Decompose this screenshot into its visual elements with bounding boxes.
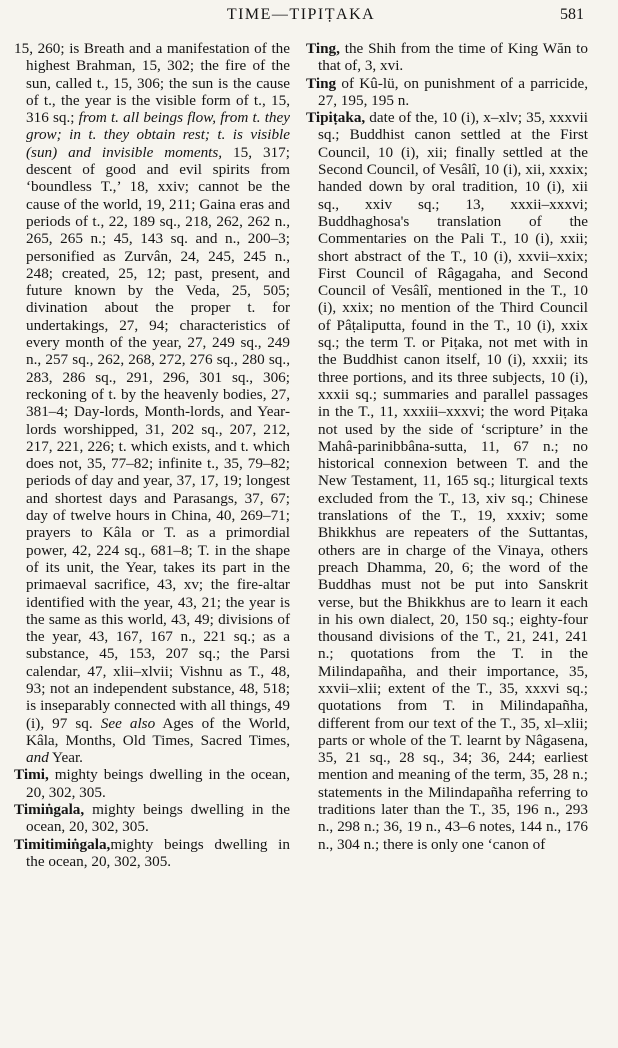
running-head [18, 6, 584, 30]
entry-text: of Kû-lü, on punishment of a parricide, 27, 195, 195 n. [318, 74, 588, 109]
entry-timi [14, 766, 290, 801]
and-label: and [26, 749, 49, 767]
headword: Tipiṭaka, [306, 109, 366, 127]
page-number: 581 [560, 6, 584, 23]
entry-ting-kulu [306, 74, 588, 110]
entry-ting-shih [306, 40, 588, 75]
entry-text: Year. [48, 749, 83, 767]
right-column [306, 40, 588, 853]
entry-text: Ages of the World, Kâla, Months, Old Times, Sacred Times, [26, 714, 290, 749]
entry-text: 15, 317; descent of good and evil spirits from ‘boundless T.,’ 18, xxiv; cannot be the cause of the world, 19, 211; Gaina eras and periods of t., 22, 189 sq., 218, 262, 262 n., 265, 265 n.; 45, 143 sq. and n., 200–3; personified as Zurvân, 24, 245, 245 n., 248; created, 25, 12; past, present, and future known by the Veda, 25, 505; divination about the proper t. for undertakings, 27, 94; characteristics of every month of the year, 27, 249 sq., 249 n., 257 sq., 262, 268, 272, 276 sq., 280 sq., 283, 286 sq., 291, 296, 301 sq., 306; reckoning of t. by the heavenly bodies, 27, 381–4; Day-lords, Month-lords, and Year-lords worshipped, 31, 202 sq., 207, 212, 217, 221, 226; t. which exists, and t. which does not, 35, 77–82; infinite t., 35, 79–82; periods of day and year, 37, 17, 19; longest and shortest days and Parasangs, 37, 67; day of twelve hours in China, 40, 269–71; prayers to Kâla or T. as a primordial power, 42, 224 sq., 681–8; T. in the shape of its unit, the Year, takes its part in the primaeval sacrifice, 43, xv; the fire-altar identified with the year, 43, 21; the year is the same as this world, 43, 49; divisions of the year, 43, 167, 167 n., 221 sq.; as a substance, 45, 153, 207 sq.; the Parsi calendar, 47, xlii–xlvii; Vishnu as T., 48, 93; not an independent substance, 48, 518; is inseparably connected with all things, 49 (i), 97 sq. [26, 143, 290, 732]
italic-quotation: from t. all beings flow, from t. they grow; in t. they obtain rest; t. is visible (sun) and invisible moments, [26, 109, 290, 161]
entry-time-continuation [14, 40, 290, 767]
headword: Timitimiṅgala, [14, 835, 111, 853]
entry-text: mighty beings dwelling in the ocean, 20, 302, 305. [26, 766, 290, 801]
entry-timingala [14, 801, 290, 836]
left-column [14, 40, 290, 870]
entry-tipitaka [306, 109, 588, 853]
running-title: TIME—TIPIṬAKA [226, 6, 376, 23]
headword: Timiṅgala, [14, 801, 85, 819]
headword: Timi, [14, 766, 49, 784]
headword: Ting, [306, 40, 340, 57]
entry-text: date of the, 10 (i), x–xlv; 35, xxxvii sq.; Buddhist canon settled at the First Council, 10 (i), xii; finally settled at the Second Council, of Vesâlî, 10 (i), xii, xxxix; handed down by oral tradition, 10 (i), xii sq., xxiv sq.; 13, xxxii–xxxvi; Buddhaghosa's translation of the Commentaries on the Pali T., 10 (i), xxii; short abstract of the T., 10 (i), xxvii–xxix; First Council of Râgagaha, and Second Council of Vesâlî, mentioned in the T., 10 (i), xxix; no mention of the Third Council of Pâṭaliputta, found in the T., 10 (i), xxix sq.; the term T. or Piṭaka, not met with in the Buddhist canon itself, 10 (i), xxxii; its three portions, and its three subjects, 10 (i), xxxii sq.; summaries and parallel passages in the T., 11, xxxiii–xxxvi; the word Piṭaka not used by the side of ‘scripture’ in the Mahâ-parinibbâna-sutta, 11, 67 n.; no historical connexion between T. and the New Testament, 11, 165 sq.; liturgical texts excluded from the T., 13, xiv sq.; Chinese translations of the T., 19, xxxiv; some Bhikkhus are repeaters of the Suttantas, others are in charge of the Vinaya, others preach Dhamma, 20, 6; the word of the Buddhas must not be put into Sanskrit verse, but the Bhikkhus are to learn it each in his own dialect, 20, 150 sq.; eighty-four thousand divisions of the T., 21, 241, 241 n.; quotations from the T. in the Milindapañha, and their importance, 35, xxvii–xlii; extent of the T., 35, xxxvi sq.; quotations from T. in Milindapañha, different from our text of the T., 35, xl–xlii; parts or whole of the T. learnt by Nâgasena, 35, 21 sq., 28 sq., 34; 36, 244; earliest mention and meaning of the term, 35, 28 n.; statements in the Milindapañha referring to traditions later than the T., 35, 196 n., 293 n., 298 n.; 36, 19 n., 43–6 notes, 144 n., 176 n., 304 n.; there is only one ‘canon of [318, 109, 588, 853]
entry-text: 15, 260; is Breath and a manifestation of the highest Brahman, 15, 302; the fire of the sun, called t., 15, 306; the sun is the cause of t., the year is the visible form of t., 15, 316 sq.; [14, 40, 290, 127]
entry-text: the Shih from the time of King Wăn to that of, 3, xvi. [318, 40, 588, 75]
headword: Ting [306, 74, 337, 92]
see-also-label: See also [92, 714, 156, 732]
entry-timitimingala [14, 835, 290, 871]
entry-text: mighty beings dwelling in the ocean, 20, 302, 305. [26, 835, 290, 870]
entry-text: mighty beings dwelling in the ocean, 20, 302, 305. [26, 801, 290, 836]
